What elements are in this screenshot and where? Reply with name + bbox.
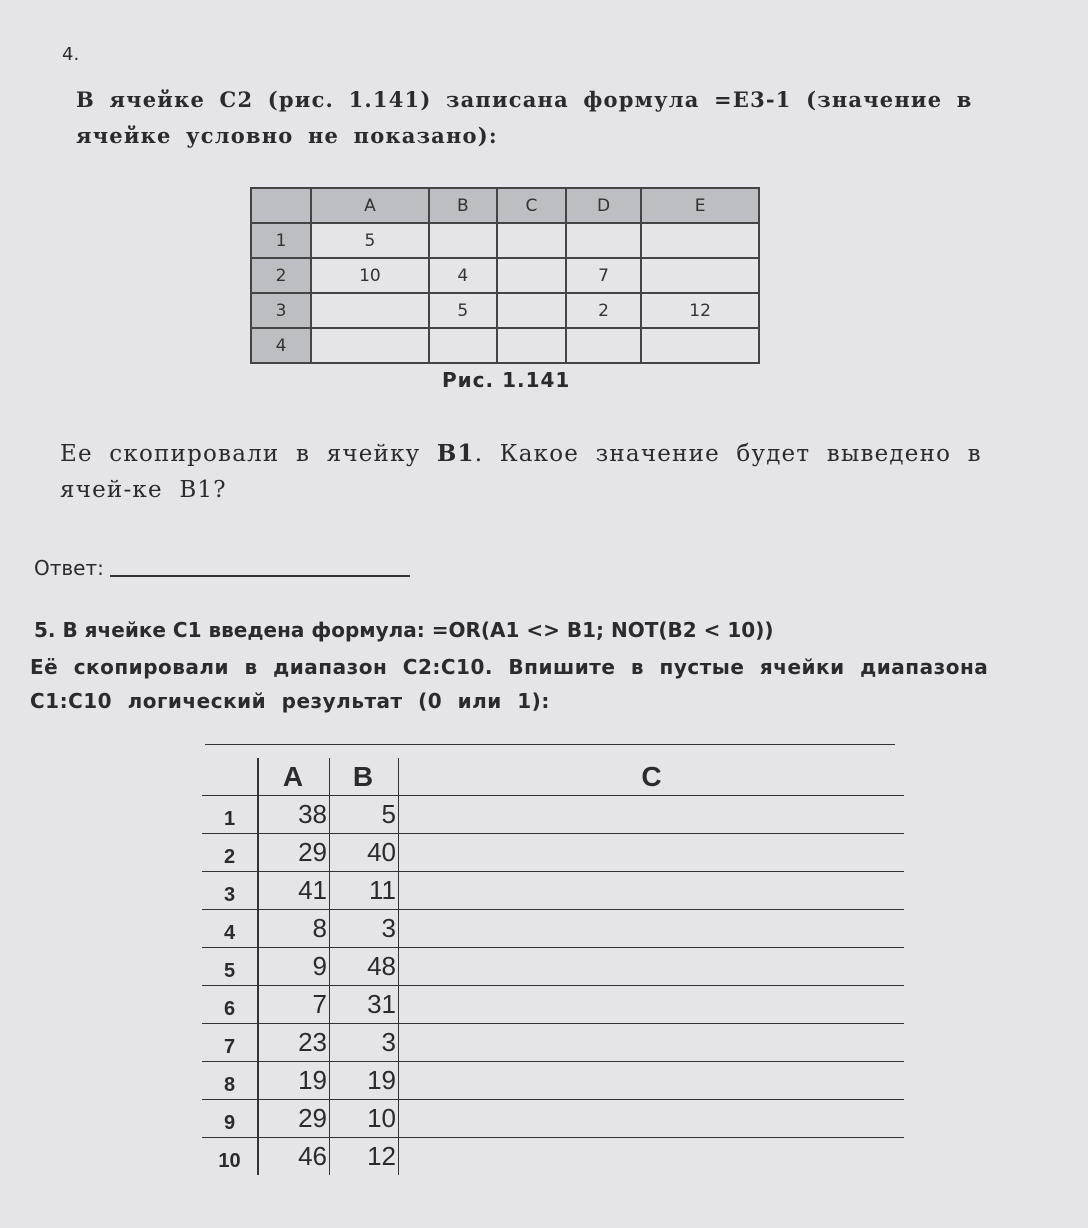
row-number: 1	[202, 796, 258, 834]
row-number: 10	[202, 1138, 258, 1176]
cell-a: 41	[258, 872, 330, 910]
task5-table	[202, 758, 904, 1175]
answer-label: Ответ:	[34, 556, 104, 580]
row-number: 3	[202, 872, 258, 910]
row-number: 2	[202, 834, 258, 872]
cell	[566, 328, 641, 363]
cell-a: 7	[258, 986, 330, 1024]
cell: 5	[429, 293, 497, 328]
cell-c-blank[interactable]	[399, 986, 905, 1024]
column-header: D	[566, 188, 641, 223]
cell	[641, 258, 759, 293]
cell-a: 38	[258, 796, 330, 834]
cell-b: 48	[330, 948, 399, 986]
corner-cell	[202, 758, 258, 796]
cell-a: 29	[258, 834, 330, 872]
row-number: 9	[202, 1100, 258, 1138]
cell-b: 3	[330, 1024, 399, 1062]
cell	[497, 293, 566, 328]
column-header-b: B	[330, 758, 399, 796]
cell-a: 46	[258, 1138, 330, 1176]
cell-b: 31	[330, 986, 399, 1024]
cell-b: 3	[330, 910, 399, 948]
cell-c-blank[interactable]	[399, 1062, 905, 1100]
row-header: 3	[251, 293, 311, 328]
cell-c-blank[interactable]	[399, 1024, 905, 1062]
row-number: 8	[202, 1062, 258, 1100]
answer-blank[interactable]	[110, 575, 410, 577]
task5-instructions: Её скопировали в диапазон С2:С10. Впишите в пустые ячейки диапазона С1:С10 логический результат (0 или 1):	[30, 655, 989, 713]
cell	[311, 293, 429, 328]
figure-caption: Рис. 1.141	[442, 368, 571, 392]
row-number: 7	[202, 1024, 258, 1062]
column-header-a: A	[258, 758, 330, 796]
column-header-c: C	[399, 758, 905, 796]
cell-c-blank[interactable]	[399, 910, 905, 948]
answer-row	[34, 556, 410, 580]
cell: 10	[311, 258, 429, 293]
cell-b: 19	[330, 1062, 399, 1100]
row-number: 5	[202, 948, 258, 986]
cell-b: 12	[330, 1138, 399, 1176]
column-header: C	[497, 188, 566, 223]
cell	[566, 223, 641, 258]
task4-question	[60, 436, 1050, 508]
row-number: 6	[202, 986, 258, 1024]
cell-c-blank[interactable]	[399, 948, 905, 986]
cell	[641, 223, 759, 258]
task5-formula-line: 5. В ячейке С1 введена формула: =OR(A1 <> B1; NOT(B2 < 10))	[34, 618, 774, 642]
statement-part: В ячейке	[76, 87, 220, 112]
question-part: . Какое значение будет выведено в ячей-ке В1?	[60, 441, 982, 503]
row-header: 4	[251, 328, 311, 363]
cell	[497, 223, 566, 258]
row-header: 1	[251, 223, 311, 258]
cell: 7	[566, 258, 641, 293]
cell-c-blank[interactable]	[399, 796, 905, 834]
task-number: 4.	[62, 44, 80, 65]
cell-reference: С2	[219, 87, 254, 112]
task4-statement	[76, 82, 1026, 154]
cell-b: 5	[330, 796, 399, 834]
cell: 4	[429, 258, 497, 293]
cell-a: 9	[258, 948, 330, 986]
cell-c-blank[interactable]	[399, 834, 905, 872]
cell-c-blank[interactable]	[399, 1138, 905, 1176]
row-number: 4	[202, 910, 258, 948]
cell-b: 11	[330, 872, 399, 910]
cell-a: 29	[258, 1100, 330, 1138]
figure-spreadsheet	[250, 187, 760, 364]
cell: 5	[311, 223, 429, 258]
row-header: 2	[251, 258, 311, 293]
cell	[497, 258, 566, 293]
cell	[429, 223, 497, 258]
cell: 2	[566, 293, 641, 328]
cell	[311, 328, 429, 363]
cell: 12	[641, 293, 759, 328]
cell-a: 8	[258, 910, 330, 948]
cell	[497, 328, 566, 363]
column-header: E	[641, 188, 759, 223]
cell-b: 40	[330, 834, 399, 872]
cell	[429, 328, 497, 363]
cell-a: 23	[258, 1024, 330, 1062]
cell-a: 19	[258, 1062, 330, 1100]
question-part: Ее скопировали в ячейку	[60, 441, 437, 467]
column-header: A	[311, 188, 429, 223]
cell-reference: B1	[436, 440, 475, 467]
cell-b: 10	[330, 1100, 399, 1138]
corner-cell	[251, 188, 311, 223]
cell-c-blank[interactable]	[399, 1100, 905, 1138]
cell	[641, 328, 759, 363]
statement-part: (рис. 1.141) записана формула =E3-1 (значение в ячейке условно не показано):	[76, 87, 973, 148]
cell-c-blank[interactable]	[399, 872, 905, 910]
table-top-rule	[205, 744, 895, 745]
column-header: B	[429, 188, 497, 223]
